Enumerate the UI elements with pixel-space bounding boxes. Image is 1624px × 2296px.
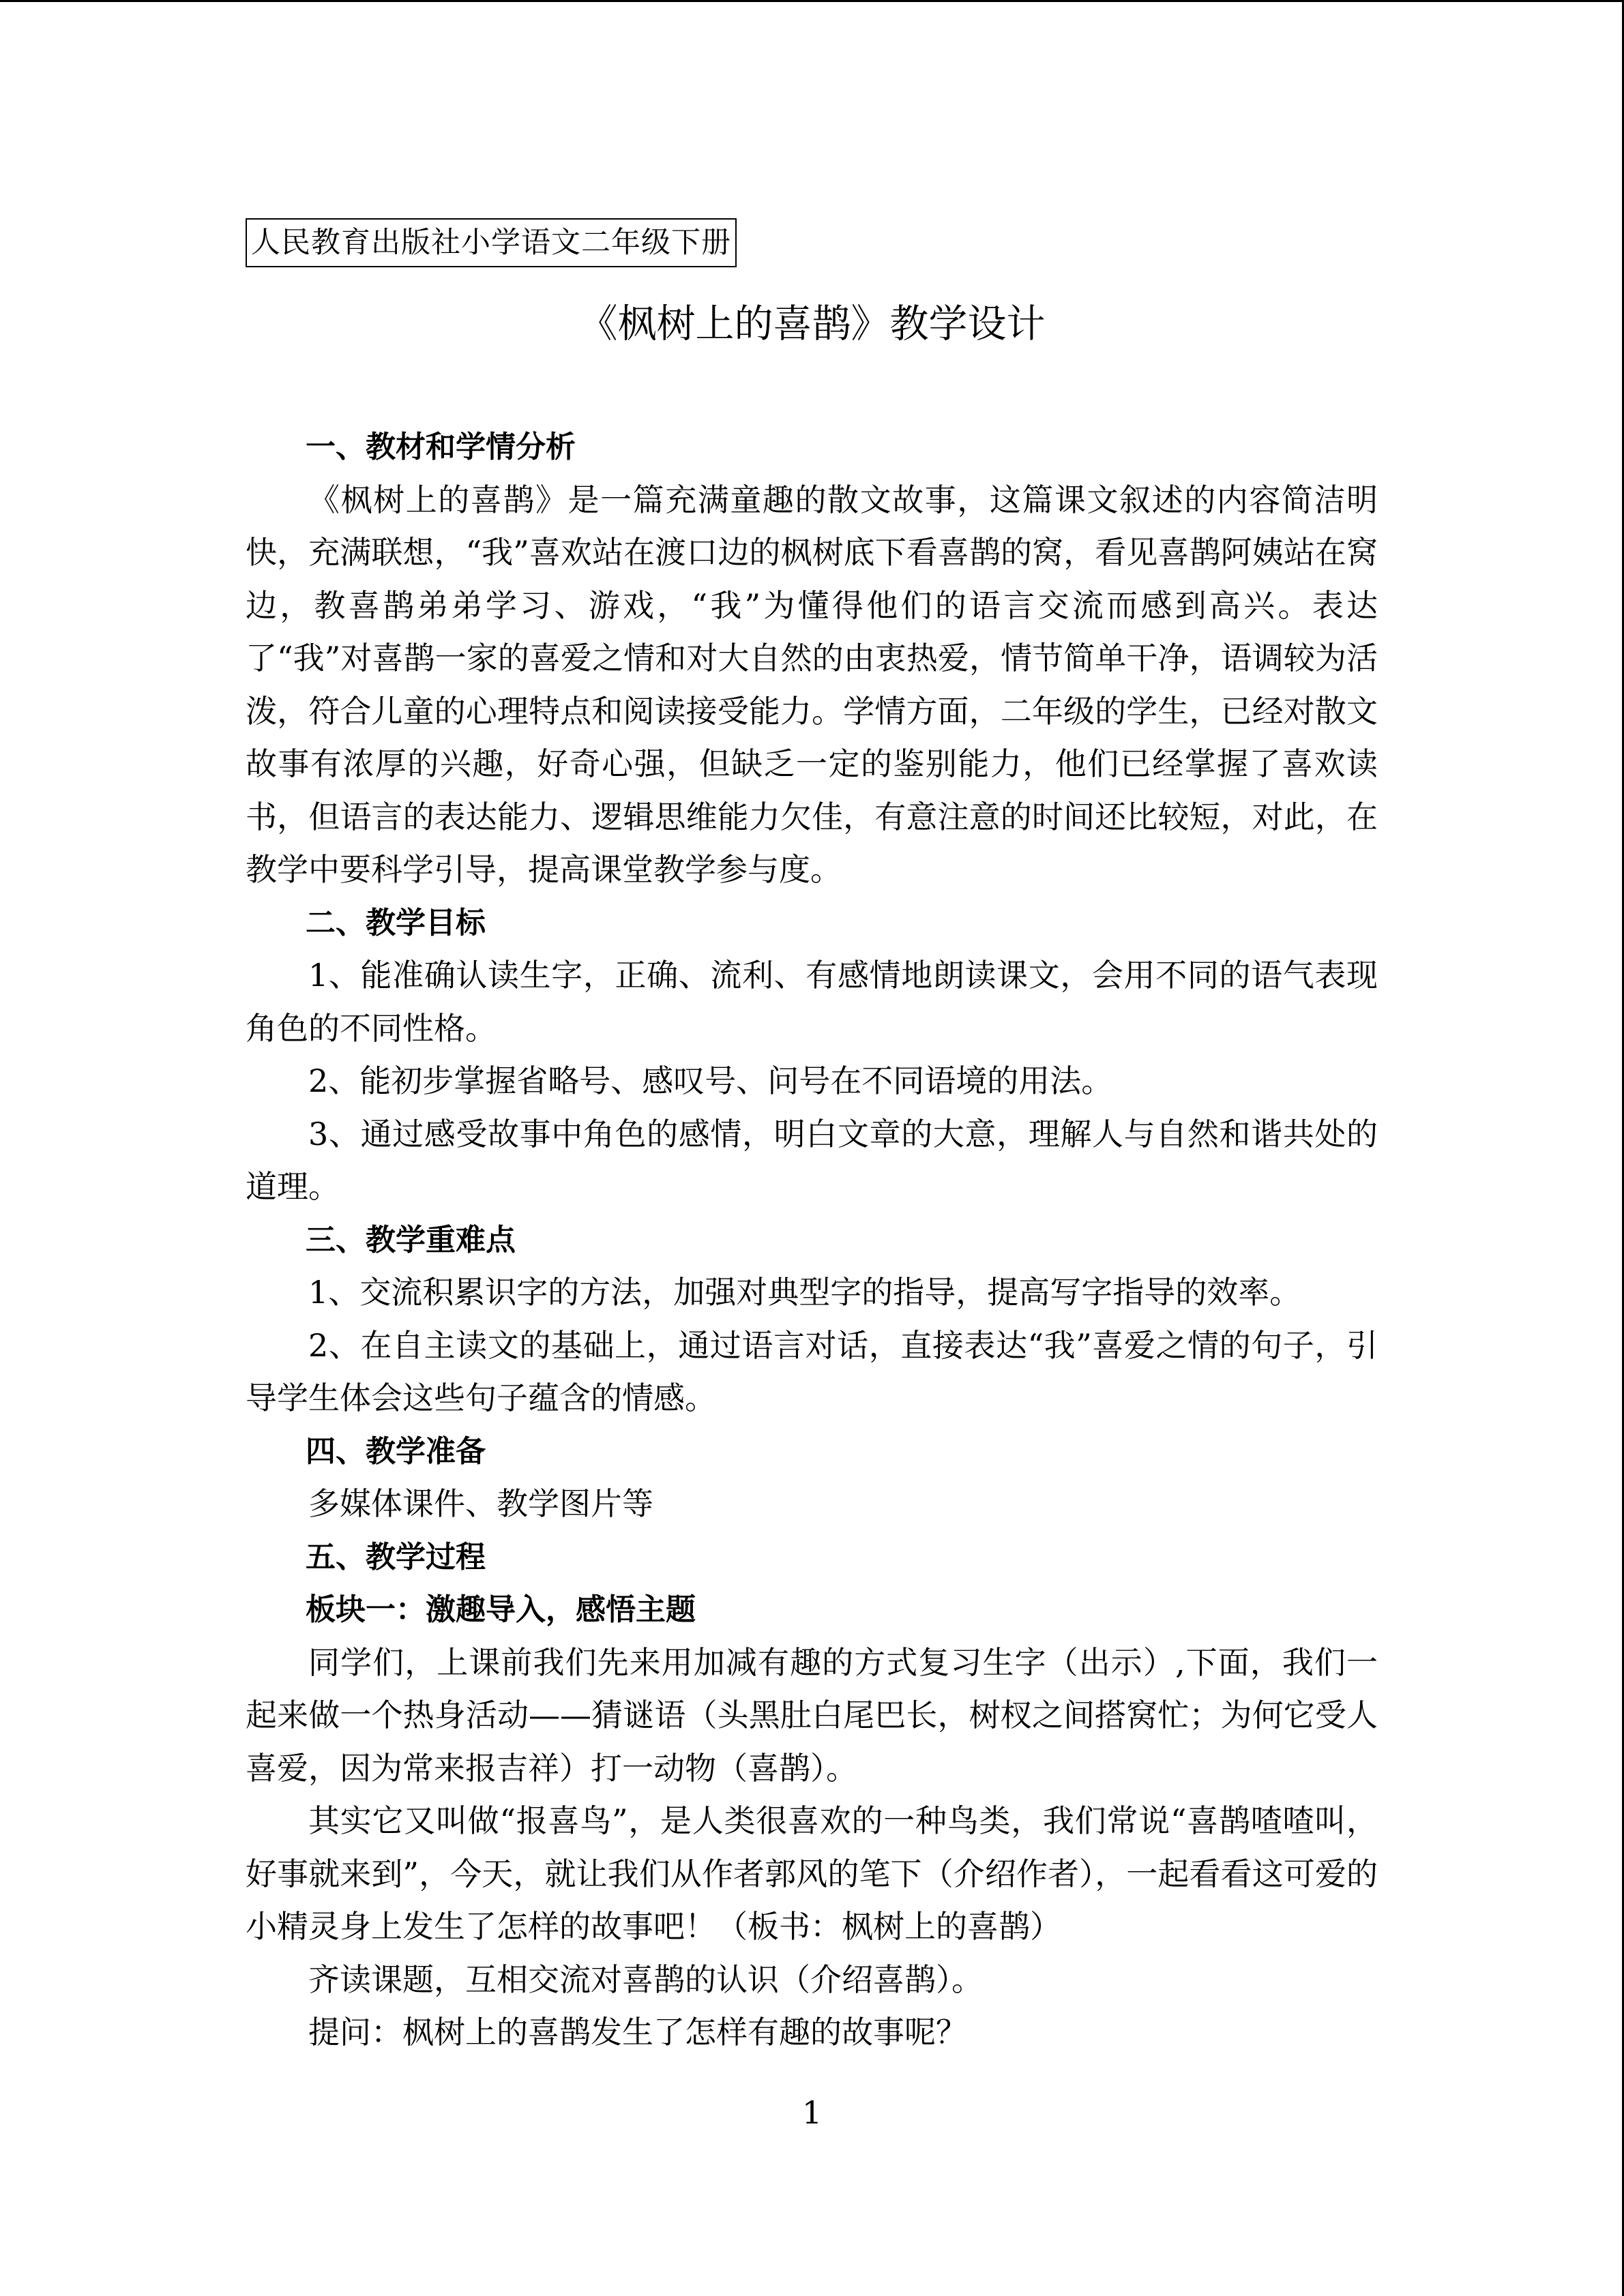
paragraph: 多媒体课件、教学图片等: [308, 1485, 653, 1522]
paragraph: 2、在自主读文的基础上，通过语言对话，直接表达“我”喜爱之情的句子，引导学生体会这些句子蕴含的情感。: [246, 1326, 1378, 1416]
paragraph: 齐读课题，互相交流对喜鹊的认识（介绍喜鹊）。: [308, 1960, 983, 1998]
paragraph: 2、能初步掌握省略号、感叹号、问号在不同语境的用法。: [308, 1062, 1113, 1099]
page-number: 1: [801, 2094, 823, 2131]
section-heading: 一、教材和学情分析: [306, 430, 576, 464]
document-body: [246, 421, 1378, 2059]
paragraph: 《枫树上的喜鹊》是一篇充满童趣的散文故事，这篇课文叙述的内容简洁明快，充满联想，“我”喜欢站在渡口边的枫树底下看喜鹊的窝，看见喜鹊阿姨站在窝边，教喜鹊弟弟学习、游戏，“我”为懂得他们的语言交流而感到高兴。表达了“我”对喜鹊一家的喜爱之情和对大自然的由衷热爱，情节简单干净，语调较为活泼，符合儿童的心理特点和阅读接受能力。学情方面，二年级的学生，已经对散文故事有浓厚的兴趣，好奇心强，但缺乏一定的鉴别能力，他们已经掌握了喜欢读书，但语言的表达能力、逻辑思维能力欠佳，有意注意的时间还比较短，对此，在教学中要科学引导，提高课堂教学参与度。: [246, 481, 1378, 888]
sub-heading: 板块一：激趣导入，感悟主题: [306, 1592, 696, 1627]
paragraph: 1、能准确认读生字，正确、流利、有感情地朗读课文，会用不同的语气表现角色的不同性格。: [246, 957, 1378, 1047]
section-heading: 二、教学目标: [306, 905, 486, 940]
top-border-line: [0, 0, 1624, 2]
publisher-header-box: 人民教育出版社小学语文二年级下册: [246, 218, 737, 267]
paragraph: 同学们，上课前我们先来用加减有趣的方式复习生字（出示）,下面，我们一起来做一个热身活动——猜谜语（头黑肚白尾巴长，树杈之间搭窝忙；为何它受人喜爱，因为常来报吉祥）打一动物（喜鹊）。: [246, 1643, 1378, 1787]
paragraph: 提问：枫树上的喜鹊发生了怎样有趣的故事呢？: [308, 2014, 967, 2051]
section-heading: 四、教学准备: [306, 1433, 486, 1469]
paragraph: 其实它又叫做“报喜鸟”，是人类很喜欢的一种鸟类，我们常说“喜鹊喳喳叫，好事就来到”，今天，就让我们从作者郭风的笔下（介绍作者），一起看看这可爱的小精灵身上发生了怎样的故事吧！（板书：枫树上的喜鹊）: [246, 1802, 1378, 1945]
paragraph: 3、通过感受故事中角色的感情，明白文章的大意，理解人与自然和谐共处的道理。: [246, 1115, 1378, 1205]
document-title: 《枫树上的喜鹊》教学设计: [578, 301, 1046, 346]
paragraph: 1、交流积累识字的方法，加强对典型字的指导，提高写字指导的效率。: [308, 1274, 1301, 1311]
section-heading: 三、教学重难点: [306, 1222, 516, 1257]
section-heading: 五、教学过程: [306, 1539, 486, 1575]
